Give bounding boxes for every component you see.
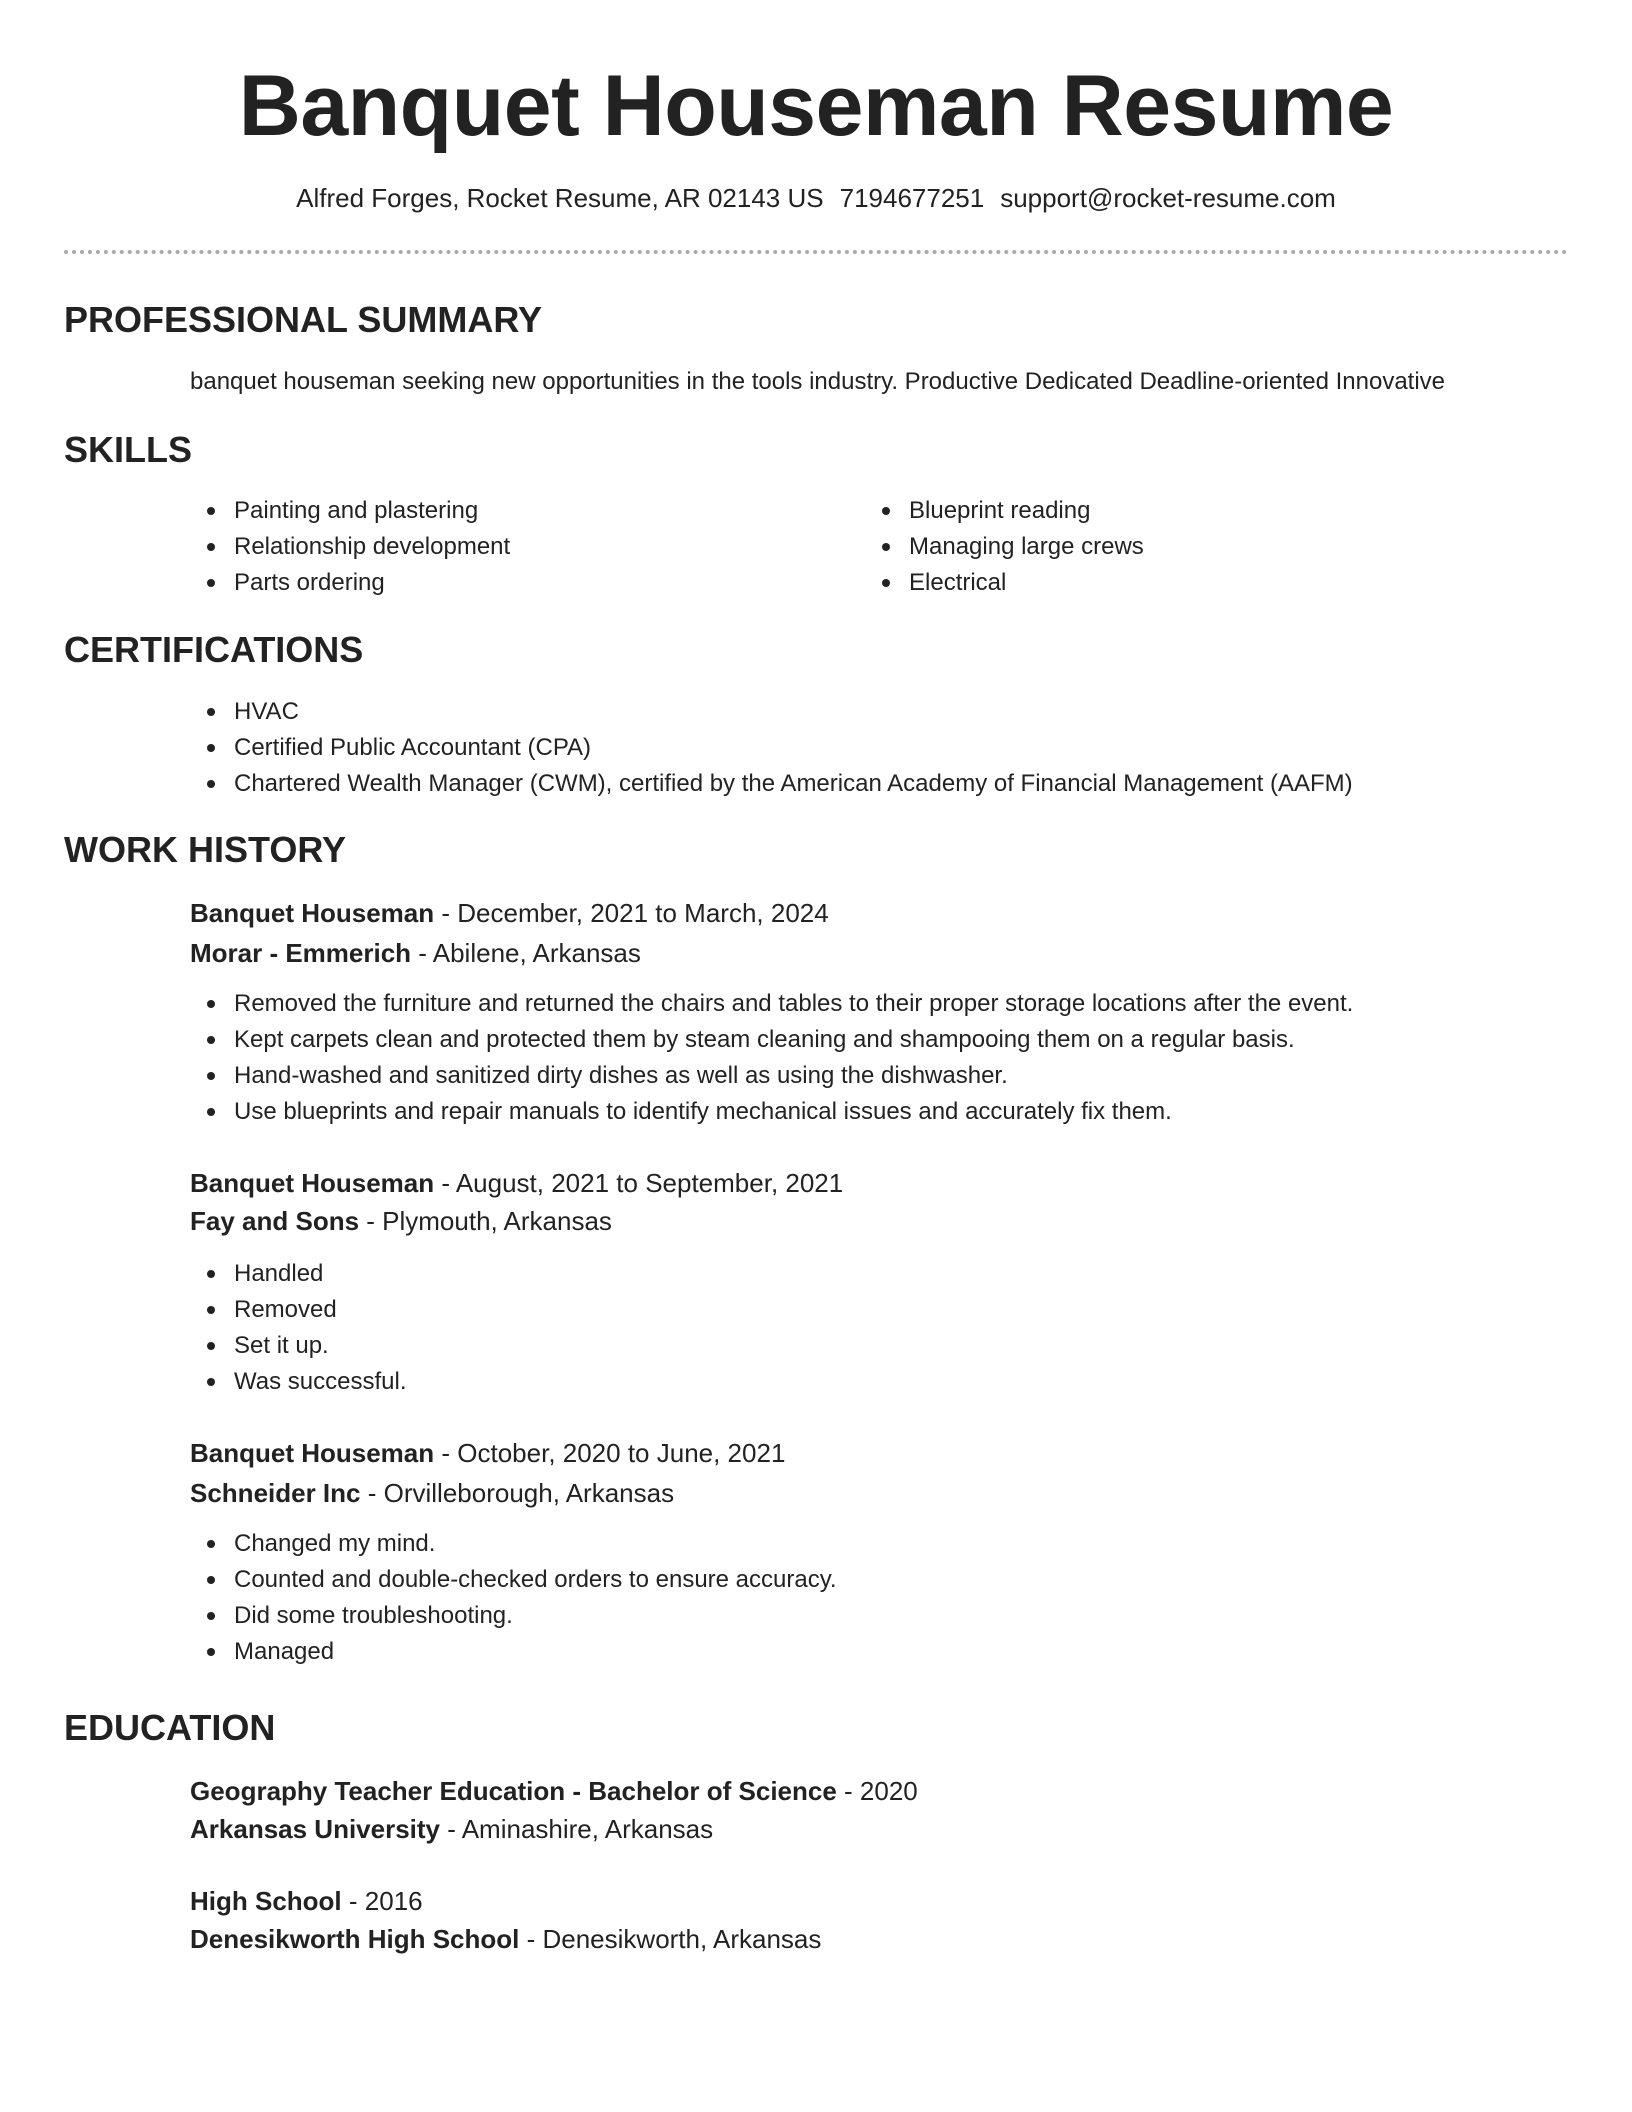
job-dates: - October, 2020 to June, 2021 (434, 1438, 786, 1468)
job-duties-list (190, 1256, 407, 1400)
skill-item: Painting and plastering (190, 493, 510, 529)
certifications-heading: CERTIFICATIONS (64, 629, 364, 670)
job-duty: Use blueprints and repair manuals to identify mechanical issues and accurately fix them. (190, 1094, 1353, 1130)
education-school: Arkansas University (190, 1814, 441, 1844)
header-divider (64, 250, 1568, 254)
job-title: Banquet Houseman (190, 1168, 435, 1198)
skill-item: Electrical (865, 565, 1144, 601)
skill-item: Blueprint reading (865, 493, 1144, 529)
job-duty: Removed the furniture and returned the chairs and tables to their proper storage locations after the event. (190, 986, 1353, 1022)
education-degree-line (190, 1772, 918, 1810)
job-location: - Orvilleborough, Arkansas (360, 1478, 675, 1508)
skill-item: Managing large crews (865, 529, 1144, 565)
job-duties-list (190, 986, 1353, 1130)
job-duty: Hand-washed and sanitized dirty dishes as well as using the dishwasher. (190, 1058, 1353, 1094)
education-location: - Denesikworth, Arkansas (519, 1924, 822, 1954)
job-title: Banquet Houseman (190, 898, 435, 928)
education-year: - 2020 (836, 1776, 918, 1806)
job-title: Banquet Houseman (190, 1438, 435, 1468)
job-duty: Changed my mind. (190, 1526, 837, 1562)
skills-list-right (865, 493, 1144, 601)
job-duties-list (190, 1526, 837, 1670)
certifications-list (190, 694, 1353, 802)
job-location: - Abilene, Arkansas (411, 938, 641, 968)
job-duty: Removed (190, 1292, 407, 1328)
job-duty: Handled (190, 1256, 407, 1292)
education-degree: High School (190, 1886, 342, 1916)
skills-list-left (190, 493, 510, 601)
job-duty: Counted and double-checked orders to ensure accuracy. (190, 1562, 837, 1598)
job-company-line (190, 1202, 612, 1240)
education-location: - Aminashire, Arkansas (440, 1814, 714, 1844)
job-duty: Did some troubleshooting. (190, 1598, 837, 1634)
certification-item: Chartered Wealth Manager (CWM), certified by the American Academy of Financial Management (AAFM) (190, 766, 1353, 802)
job-duty: Was successful. (190, 1364, 407, 1400)
education-year: - 2016 (341, 1886, 423, 1916)
contact-phone: 7194677251 (839, 183, 985, 213)
education-school-line (190, 1810, 713, 1848)
summary-text: banquet houseman seeking new opportunities in the tools industry. Productive Dedicated Deadline-oriented Innovative (190, 368, 1446, 395)
job-company: Fay and Sons (190, 1206, 360, 1236)
summary-heading: PROFESSIONAL SUMMARY (64, 299, 543, 340)
skill-item: Relationship development (190, 529, 510, 565)
job-company: Schneider Inc (190, 1478, 361, 1508)
job-dates: - August, 2021 to September, 2021 (434, 1168, 844, 1198)
contact-line (0, 180, 1632, 216)
skill-item: Parts ordering (190, 565, 510, 601)
skills-heading: SKILLS (64, 429, 193, 470)
work-history-heading: WORK HISTORY (64, 829, 347, 870)
education-school: Denesikworth High School (190, 1924, 520, 1954)
contact-email: support@rocket-resume.com (1000, 183, 1336, 213)
certification-item: HVAC (190, 694, 1353, 730)
job-duty: Managed (190, 1634, 837, 1670)
certification-item: Certified Public Accountant (CPA) (190, 730, 1353, 766)
job-title-line (190, 894, 829, 932)
job-company-line (190, 934, 641, 972)
job-company-line (190, 1474, 674, 1512)
job-duty: Kept carpets clean and protected them by steam cleaning and shampooing them on a regular basis. (190, 1022, 1353, 1058)
education-degree-line (190, 1882, 423, 1920)
resume-title: Banquet Houseman Resume (238, 58, 1394, 154)
education-degree: Geography Teacher Education - Bachelor of Science (190, 1776, 837, 1806)
job-company: Morar - Emmerich (190, 938, 412, 968)
contact-address: Alfred Forges, Rocket Resume, AR 02143 US (296, 183, 824, 213)
education-school-line (190, 1920, 821, 1958)
job-location: - Plymouth, Arkansas (359, 1206, 612, 1236)
job-dates: - December, 2021 to March, 2024 (434, 898, 829, 928)
education-heading: EDUCATION (64, 1707, 276, 1748)
job-title-line (190, 1434, 785, 1472)
job-title-line (190, 1164, 843, 1202)
job-duty: Set it up. (190, 1328, 407, 1364)
